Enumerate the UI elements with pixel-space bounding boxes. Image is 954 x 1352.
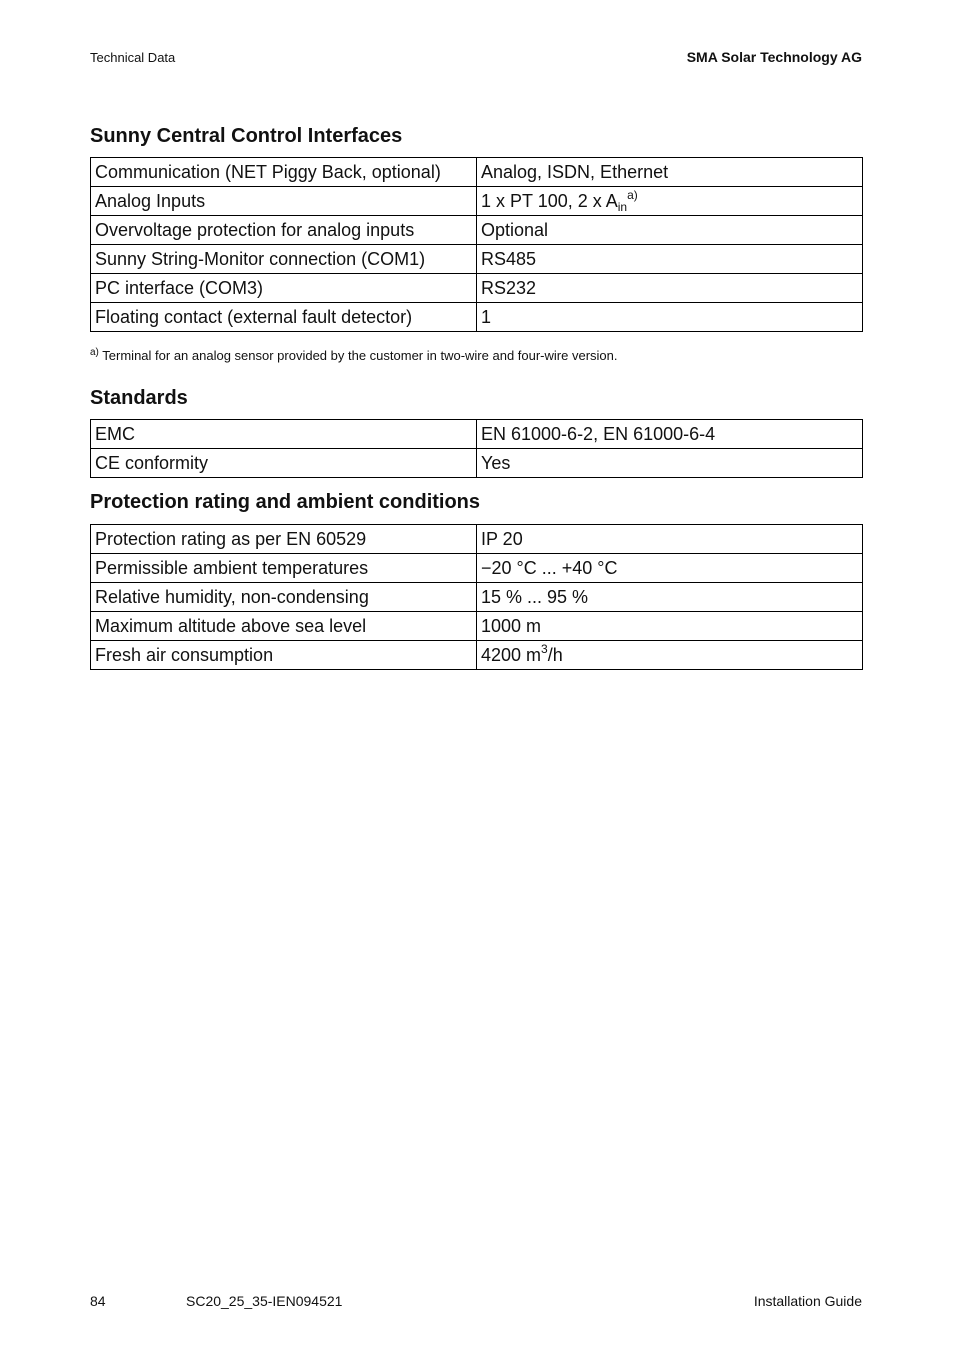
row-value: Yes — [477, 449, 863, 478]
protection-table — [90, 524, 863, 670]
page-number: 84 — [90, 1293, 106, 1309]
table-row — [91, 158, 863, 187]
section-title-protection: Protection rating and ambient conditions — [90, 491, 481, 513]
section-title-control-interfaces: Sunny Central Control Interfaces — [90, 125, 403, 147]
standards-table — [90, 419, 863, 478]
table-row — [91, 554, 863, 583]
section-title-standards: Standards — [90, 387, 188, 409]
row-label: Analog Inputs — [91, 187, 477, 216]
row-label: Permissible ambient temperatures — [91, 554, 477, 583]
row-value-subscript: in — [617, 200, 628, 214]
table-row — [91, 612, 863, 641]
table-row — [91, 274, 863, 303]
row-value: RS232 — [477, 274, 863, 303]
table-row — [91, 641, 863, 670]
row-label: Communication (NET Piggy Back, optional) — [91, 158, 477, 187]
footnote-text: Terminal for an analog sensor provided by the customer in two-wire and four-wire version. — [102, 348, 618, 363]
running-header-left: Technical Data — [90, 50, 176, 65]
row-value: −20 °C ... +40 °C — [477, 554, 863, 583]
row-value: 1 x PT 100, 2 x A — [481, 191, 618, 211]
row-value: Optional — [477, 216, 863, 245]
row-label: PC interface (COM3) — [91, 274, 477, 303]
row-value: 15 % ... 95 % — [477, 583, 863, 612]
table-footnote — [90, 347, 617, 363]
table-row — [91, 187, 863, 216]
row-value-superscript: 3 — [541, 642, 548, 656]
row-value-composite — [477, 187, 863, 216]
row-label: Sunny String-Monitor connection (COM1) — [91, 245, 477, 274]
row-value: RS485 — [477, 245, 863, 274]
running-footer-right: Installation Guide — [753, 1293, 862, 1309]
running-header-right: SMA Solar Technology AG — [686, 49, 862, 65]
table-row — [91, 525, 863, 554]
row-label: Fresh air consumption — [91, 641, 477, 670]
row-label: CE conformity — [91, 449, 477, 478]
control-interfaces-table — [90, 157, 863, 332]
row-value: 1 — [477, 303, 863, 332]
table-row — [91, 420, 863, 449]
row-label: Maximum altitude above sea level — [91, 612, 477, 641]
row-label: Protection rating as per EN 60529 — [91, 525, 477, 554]
row-value: IP 20 — [477, 525, 863, 554]
table-row — [91, 303, 863, 332]
row-label: Floating contact (external fault detector) — [91, 303, 477, 332]
row-value: EN 61000-6-2, EN 61000-6-4 — [477, 420, 863, 449]
table-row — [91, 216, 863, 245]
document-id: SC20_25_35-IEN094521 — [186, 1293, 343, 1309]
table-row — [91, 245, 863, 274]
row-label: EMC — [91, 420, 477, 449]
row-value: 1000 m — [477, 612, 863, 641]
row-value: 4200 m — [481, 645, 542, 665]
row-label: Relative humidity, non-condensing — [91, 583, 477, 612]
footnote-reference: a) — [627, 188, 638, 202]
footnote-mark: a) — [90, 347, 99, 358]
table-row — [91, 583, 863, 612]
row-value-composite — [477, 641, 863, 670]
row-value: Analog, ISDN, Ethernet — [477, 158, 863, 187]
table-row — [91, 449, 863, 478]
row-value-suffix: /h — [547, 645, 563, 665]
row-label: Overvoltage protection for analog inputs — [91, 216, 477, 245]
